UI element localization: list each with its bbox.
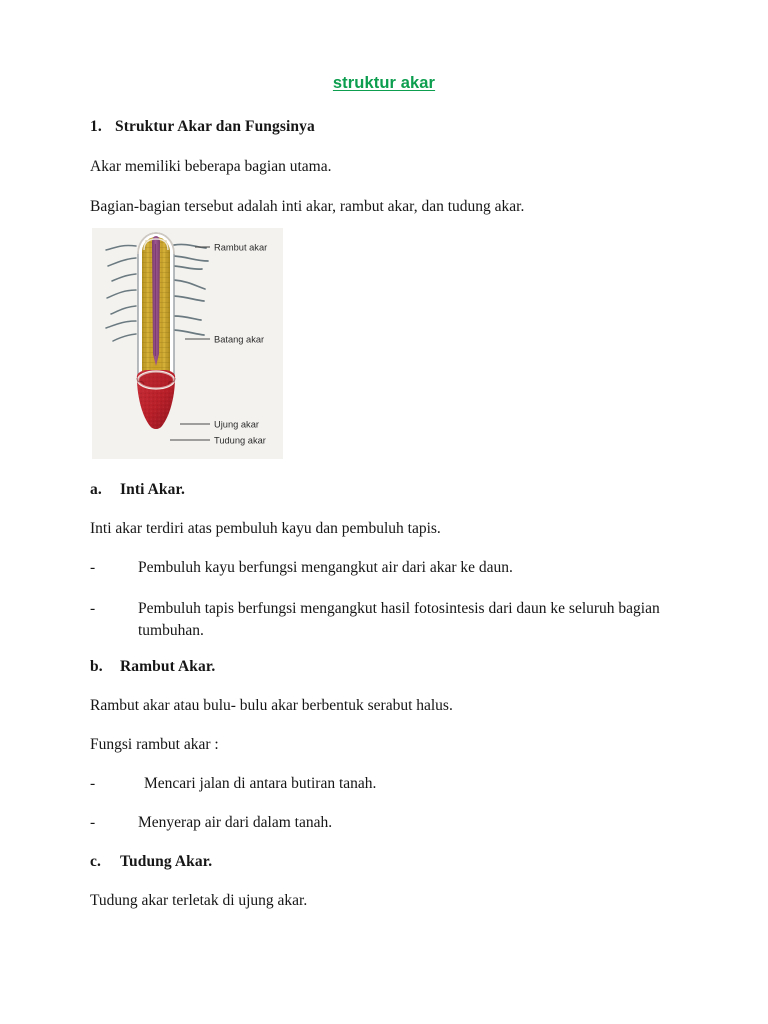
- bullet-dash: -: [90, 600, 96, 617]
- bullet-text: Menyerap air dari dalam tanah.: [138, 814, 333, 831]
- paragraph-intro-1: Akar memiliki beberapa bagian utama.: [90, 158, 332, 175]
- section-title-1: Struktur Akar dan Fungsinya: [115, 118, 315, 135]
- bullet-dash: -: [90, 814, 96, 831]
- paragraph-inti-akar: Inti akar terdiri atas pembuluh kayu dan pembuluh tapis.: [90, 520, 441, 537]
- section-heading-1: [90, 116, 670, 138]
- section-number-1: 1.: [90, 118, 102, 135]
- subsection-letter-c: c.: [90, 853, 101, 870]
- figure-label-root-hair: Rambut akar: [214, 242, 268, 253]
- bullet-rambut-akar-1: [90, 773, 670, 795]
- bullet-inti-akar-1: [90, 557, 670, 579]
- bullet-rambut-akar-2: [90, 812, 670, 834]
- paragraph-intro-2: Bagian-bagian tersebut adalah inti akar, rambut akar, dan tudung akar.: [90, 198, 525, 215]
- figure-label-root-stem: Batang akar: [214, 334, 265, 345]
- subsection-title-b: Rambut Akar.: [120, 658, 216, 675]
- subsection-heading-a: [90, 479, 670, 501]
- figure-label-root-cap: Tudung akar: [214, 435, 266, 446]
- subsection-letter-b: b.: [90, 658, 103, 675]
- subsection-title-c: Tudung Akar.: [120, 853, 213, 870]
- bullet-text: Pembuluh tapis berfungsi mengangkut hasil fotosintesis dari daun ke seluruh bagian tumbuhan.: [138, 600, 660, 639]
- root-structure-figure: [92, 228, 283, 459]
- bullet-inti-akar-2: [90, 598, 670, 642]
- paragraph-rambut-akar-2: Fungsi rambut akar :: [90, 736, 219, 753]
- paragraph-rambut-akar-1: Rambut akar atau bulu- bulu akar berbentuk serabut halus.: [90, 697, 453, 714]
- root-diagram-svg: [92, 228, 283, 459]
- page-title: struktur akar: [332, 74, 436, 92]
- subsection-title-a: Inti Akar.: [120, 481, 186, 498]
- bullet-dash: -: [90, 775, 96, 792]
- bullet-text: Mencari jalan di antara butiran tanah.: [144, 775, 377, 792]
- subsection-heading-b: [90, 656, 670, 678]
- bullet-text: Pembuluh kayu berfungsi mengangkut air dari akar ke daun.: [138, 559, 513, 576]
- root-stele: [152, 236, 160, 366]
- subsection-letter-a: a.: [90, 481, 102, 498]
- bullet-dash: -: [90, 559, 96, 576]
- figure-label-root-apex: Ujung akar: [214, 419, 259, 430]
- paragraph-tudung-akar: Tudung akar terletak di ujung akar.: [90, 892, 308, 909]
- subsection-heading-c: [90, 851, 670, 873]
